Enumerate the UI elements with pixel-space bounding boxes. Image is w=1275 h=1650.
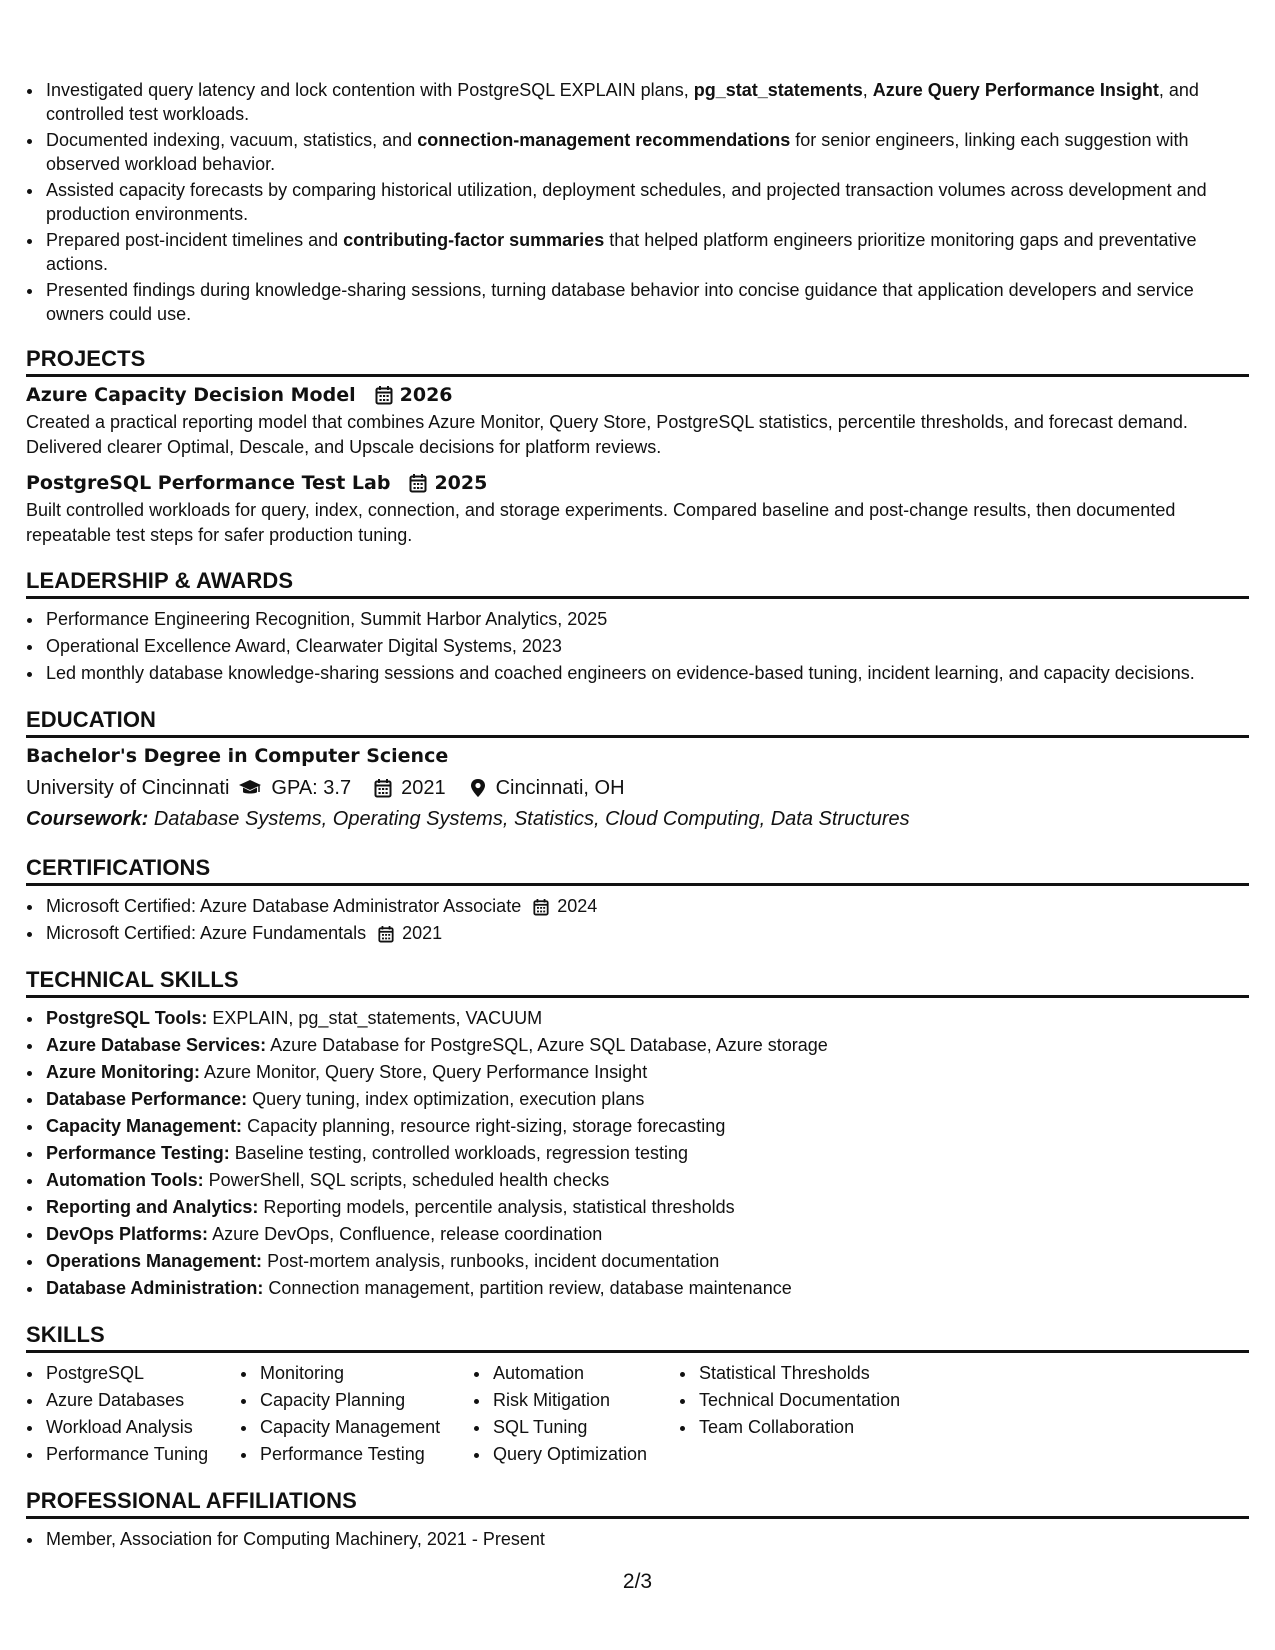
certification-year: 2024 [557, 896, 598, 916]
project-year: 2026 [399, 384, 453, 406]
section-heading: EDUCATION [26, 707, 1249, 738]
skill-item: • Performance Tuning [44, 1441, 240, 1468]
certification-year: 2021 [402, 923, 443, 943]
skill-item: • Capacity Planning [258, 1387, 473, 1414]
skill-item: • Statistical Thresholds [697, 1360, 979, 1387]
skill-item: • Risk Mitigation [491, 1387, 679, 1414]
section-heading: TECHNICAL SKILLS [26, 967, 1249, 998]
list-item: • Operational Excellence Award, Clearwater Digital Systems, 2023 [44, 633, 1249, 660]
skill-row [44, 1113, 1249, 1140]
graduation-cap-icon [237, 778, 263, 798]
skill-row [44, 1194, 1249, 1221]
project-description: Created a practical reporting model that combines Azure Monitor, Query Store, PostgreSQL statistics, percentile thresholds, and forecast demand. Delivered clearer Optimal, Descale, and Upscale decisions for platform reviews. [26, 412, 1188, 457]
education-section [26, 707, 1249, 835]
skill-category: Performance Testing: [46, 1143, 230, 1163]
skills-section [26, 1322, 1249, 1468]
section-heading: CERTIFICATIONS [26, 855, 1249, 886]
graduation-year: 2021 [401, 777, 446, 799]
skill-values: Azure Database for PostgreSQL, Azure SQL Database, Azure storage [270, 1035, 828, 1055]
experience-section [26, 0, 1249, 326]
skill-row [44, 1248, 1249, 1275]
experience-bullet: • Presented findings during knowledge-sharing sessions, turning database behavior into concise guidance that application developers and service owners could use. [44, 278, 1249, 326]
skill-category: Operations Management: [46, 1251, 263, 1271]
list-item: • Led monthly database knowledge-sharing sessions and coached engineers on evidence-based tuning, incident learning, and capacity decisions. [44, 660, 1249, 687]
skill-row [44, 1086, 1249, 1113]
experience-bullet: • Assisted capacity forecasts by comparing historical utilization, deployment schedules, and projected transaction volumes across development and production environments. [44, 178, 1249, 226]
project-title: PostgreSQL Performance Test Lab [26, 472, 391, 494]
section-heading: PROFESSIONAL AFFILIATIONS [26, 1488, 1249, 1519]
section-heading: PROJECTS [26, 346, 1249, 377]
skill-row [44, 1275, 1249, 1302]
experience-bullet: • Prepared post-incident timelines and contributing-factor summaries that helped platform engineers prioritize monitoring gaps and preventative actions. [44, 228, 1249, 276]
skill-category: DevOps Platforms: [46, 1224, 209, 1244]
degree-title: Bachelor's Degree in Computer Science [26, 745, 449, 767]
coursework-label: Coursework: [26, 808, 149, 830]
skill-values: Baseline testing, controlled workloads, regression testing [234, 1143, 688, 1163]
experience-bullet: • Investigated query latency and lock contention with PostgreSQL EXPLAIN plans, pg_stat_statements, Azure Query Performance Insight, and controlled test workloads. [44, 78, 1249, 126]
calendar-icon [374, 385, 394, 405]
skill-item: • Workload Analysis [44, 1414, 240, 1441]
skill-category: Database Performance: [46, 1089, 248, 1109]
skill-item: • Automation [491, 1360, 679, 1387]
skill-item: • Monitoring [258, 1360, 473, 1387]
skill-category: Database Administration: [46, 1278, 264, 1298]
coursework-list: Database Systems, Operating Systems, Statistics, Cloud Computing, Data Structures [153, 808, 910, 830]
skill-category: PostgreSQL Tools: [46, 1008, 208, 1028]
school-location: Cincinnati, OH [495, 777, 625, 799]
skill-item: • SQL Tuning [491, 1414, 679, 1441]
certification-item [44, 893, 1249, 920]
project-title: Azure Capacity Decision Model [26, 384, 356, 406]
skill-values: PowerShell, SQL scripts, scheduled health checks [208, 1170, 610, 1190]
projects-section [26, 346, 1249, 548]
project-year: 2025 [434, 472, 488, 494]
leadership-section [26, 568, 1249, 687]
certification-name: • Microsoft Certified: Azure Database Administrator Associate [46, 896, 522, 916]
skill-values: Connection management, partition review, database maintenance [268, 1278, 792, 1298]
skill-row [44, 1167, 1249, 1194]
project-item [26, 472, 1249, 548]
skill-row [44, 1005, 1249, 1032]
calendar-icon [531, 897, 551, 917]
skill-values: Post-mortem analysis, runbooks, incident documentation [267, 1251, 720, 1271]
skill-category: Capacity Management: [46, 1116, 243, 1136]
skill-values: Azure Monitor, Query Store, Query Performance Insight [204, 1062, 648, 1082]
skill-item: • Team Collaboration [697, 1414, 979, 1441]
school-name: University of Cincinnati [26, 777, 230, 799]
skill-item: • Performance Testing [258, 1441, 473, 1468]
section-heading: SKILLS [26, 1322, 1249, 1353]
skill-item: • Capacity Management [258, 1414, 473, 1441]
affiliations-section [26, 1488, 1249, 1553]
certification-item [44, 920, 1249, 947]
project-item [26, 384, 1249, 460]
project-description: Built controlled workloads for query, index, connection, and storage experiments. Compared baseline and post-change results, then documented repeatable test steps for safer production tuning. [26, 500, 1176, 545]
skill-category: Automation Tools: [46, 1170, 204, 1190]
skill-values: Azure DevOps, Confluence, release coordination [212, 1224, 603, 1244]
technical-skills-section [26, 967, 1249, 1302]
experience-bullets [26, 78, 1249, 326]
calendar-icon [373, 778, 393, 798]
skill-row [44, 1059, 1249, 1086]
calendar-icon [376, 924, 396, 944]
gpa: GPA: 3.7 [271, 777, 352, 799]
coursework [26, 803, 1249, 835]
skill-values: EXPLAIN, pg_stat_statements, VACUUM [212, 1008, 543, 1028]
list-item: • Performance Engineering Recognition, Summit Harbor Analytics, 2025 [44, 606, 1249, 633]
skill-row [44, 1032, 1249, 1059]
skill-row [44, 1140, 1249, 1167]
experience-bullet: • Documented indexing, vacuum, statistics, and connection-management recommendations for senior engineers, linking each suggestion with observed workload behavior. [44, 128, 1249, 176]
page-number: 2/3 [622, 1570, 653, 1593]
certifications-section [26, 855, 1249, 947]
skill-category: Azure Database Services: [46, 1035, 267, 1055]
skill-values: Reporting models, percentile analysis, statistical thresholds [263, 1197, 735, 1217]
skill-values: Capacity planning, resource right-sizing, storage forecasting [247, 1116, 726, 1136]
skill-values: Query tuning, index optimization, execution plans [252, 1089, 645, 1109]
location-pin-icon [468, 778, 488, 798]
skill-item: • Query Optimization [491, 1441, 679, 1468]
skill-row [44, 1221, 1249, 1248]
skill-item: • Technical Documentation [697, 1387, 979, 1414]
skill-category: Azure Monitoring: [46, 1062, 200, 1082]
certification-name: • Microsoft Certified: Azure Fundamentals [46, 923, 367, 943]
skill-item: • PostgreSQL [44, 1360, 240, 1387]
list-item: • Member, Association for Computing Machinery, 2021 - Present [44, 1526, 1249, 1553]
section-heading: LEADERSHIP & AWARDS [26, 568, 1249, 599]
skill-item: • Azure Databases [44, 1387, 240, 1414]
skill-category: Reporting and Analytics: [46, 1197, 259, 1217]
calendar-icon [408, 473, 428, 493]
